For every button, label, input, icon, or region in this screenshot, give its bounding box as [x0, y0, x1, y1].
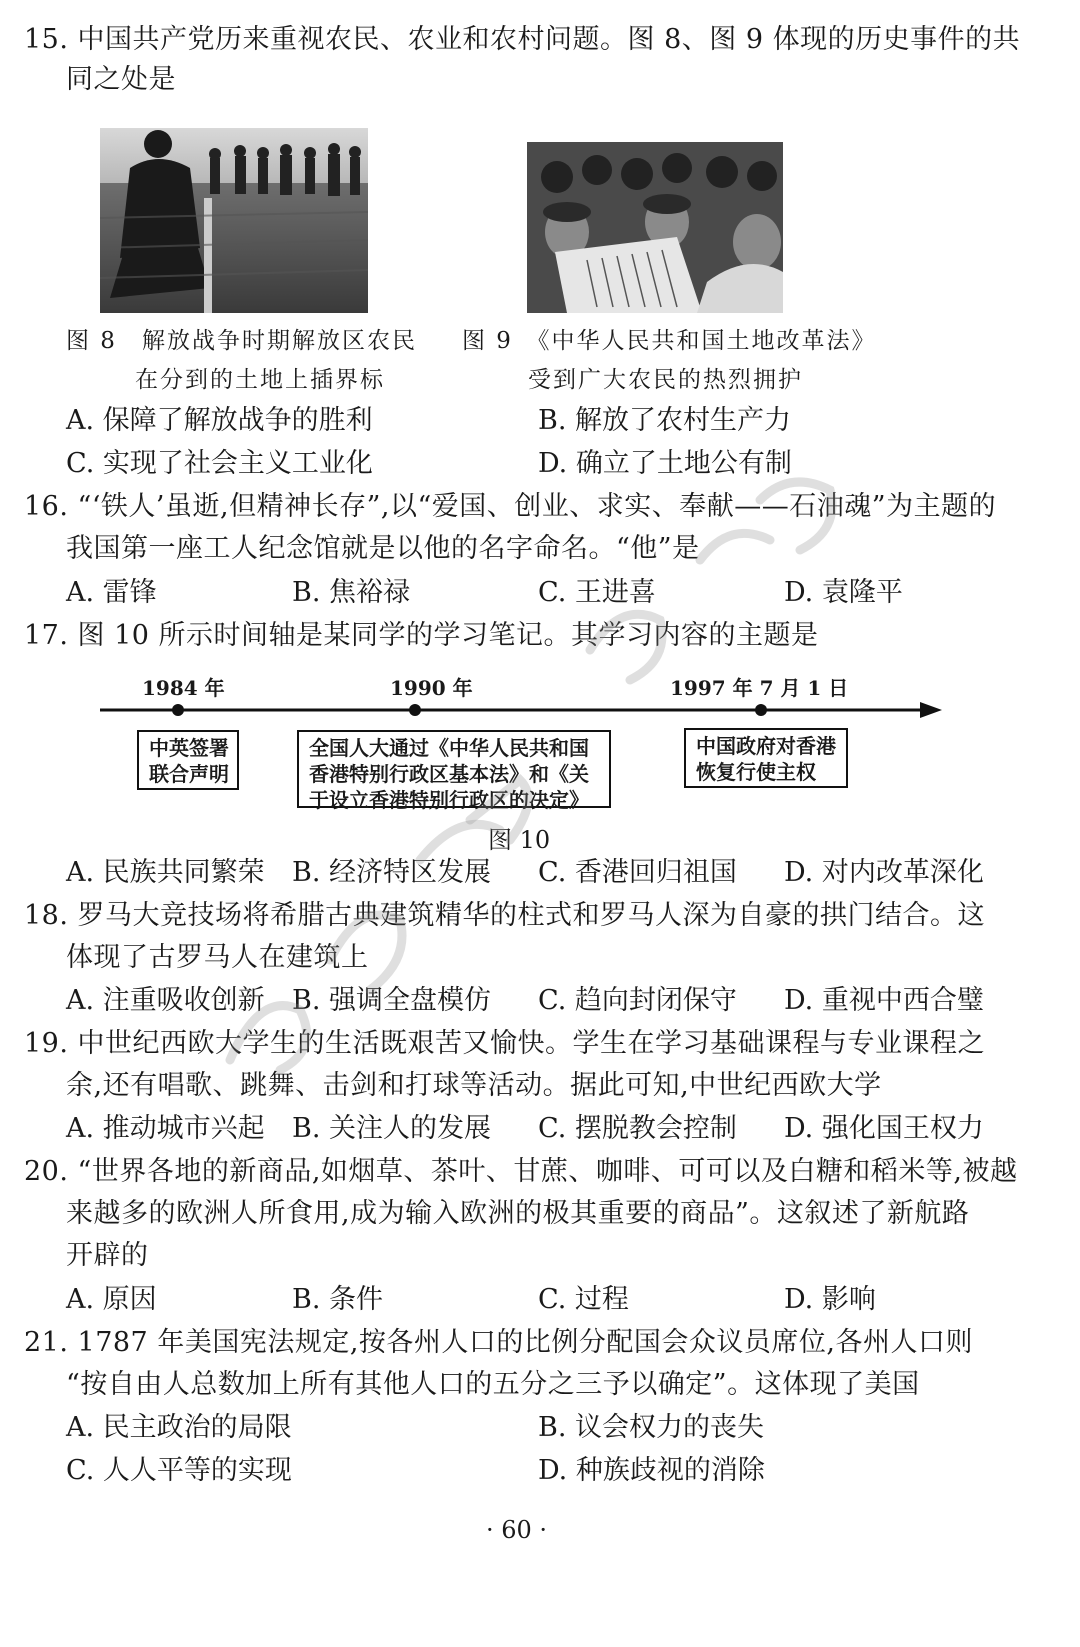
- q17-option-b: B. 经济特区发展: [292, 857, 492, 888]
- timeline-event-1990: [297, 730, 611, 812]
- fig8-caption-line1: 图 8 解放战争时期解放区农民: [66, 328, 417, 354]
- page-number: · 60 ·: [486, 1516, 548, 1544]
- q21-stem-line1: 21. 1787 年美国宪法规定,按各州人口的比例分配国会众议员席位,各州人口则: [24, 1327, 973, 1358]
- timeline-year-1990: 1990 年: [390, 676, 473, 700]
- q17-option-c: C. 香港回归祖国: [538, 857, 737, 888]
- q18-option-c: C. 趋向封闭保守: [538, 985, 737, 1016]
- q17-option-a: A. 民族共同繁荣: [66, 857, 265, 888]
- q20-option-a: A. 原因: [66, 1284, 157, 1315]
- fig9-caption-line2: 受到广大农民的热烈拥护: [528, 367, 803, 393]
- fig8-farmers-image: [100, 128, 368, 313]
- q21-option-b: B. 议会权力的丧失: [538, 1412, 765, 1443]
- q21-option-a: A. 民主政治的局限: [66, 1412, 292, 1443]
- q21-option-d: D. 种族歧视的消除: [538, 1455, 765, 1486]
- timeline-event-1990-line3: 于设立香港特别行政区的决定》: [309, 788, 589, 812]
- q18-stem-line2: 体现了古罗马人在建筑上: [66, 942, 369, 973]
- fig9-caption-line1: 图 9 《中华人民共和国土地改革法》: [462, 328, 877, 354]
- q16-option-c: C. 王进喜: [538, 577, 656, 608]
- q20-option-d: D. 影响: [784, 1284, 876, 1315]
- fig9-photo: [527, 142, 783, 313]
- timeline-event-1984-line1: 中英签署: [149, 736, 229, 760]
- q18-stem-line1: 18. 罗马大竞技场将希腊古典建筑精华的柱式和罗马人深为自豪的拱门结合。这: [24, 900, 986, 931]
- fig9-land-reform-law-image: [527, 142, 783, 313]
- timeline-event-1990-line1: 全国人大通过《中华人民共和国: [309, 736, 589, 760]
- timeline-axis: [98, 696, 944, 724]
- timeline-year-1997: 1997 年 7 月 1 日: [670, 676, 849, 700]
- fig8-caption-line2: 在分到的土地上插界标: [135, 367, 385, 393]
- q15-stem-line1: 15. 中国共产党历来重视农民、农业和农村问题。图 8、图 9 体现的历史事件的共: [24, 24, 1021, 55]
- fig10-title: 图 10: [488, 826, 551, 854]
- q16-stem-line2: 我国第一座工人纪念馆就是以他的名字命名。“他”是: [66, 533, 700, 564]
- q20-stem-line2: 来越多的欧洲人所食用,成为输入欧洲的极其重要的商品”。这叙述了新航路: [66, 1198, 970, 1229]
- q16-stem-line1: 16. “‘铁人’虽逝,但精神长存”,以“爱国、创业、求实、奉献——石油魂”为主题的: [24, 491, 997, 522]
- q19-option-b: B. 关注人的发展: [292, 1113, 492, 1144]
- q21-stem-line2: “按自由人总数加上所有其他人口的五分之三予以确定”。这体现了美国: [66, 1369, 920, 1400]
- fig8-photo: [100, 128, 368, 313]
- timeline-event-1997: [684, 728, 848, 788]
- q20-stem-line1: 20. “世界各地的新商品,如烟草、茶叶、甘蔗、咖啡、可可以及白糖和稻米等,被越: [24, 1156, 1018, 1187]
- q19-stem-line1: 19. 中世纪西欧大学生的生活既艰苦又愉快。学生在学习基础课程与专业课程之: [24, 1028, 986, 1059]
- q16-option-a: A. 雷锋: [66, 577, 157, 608]
- q21-option-c: C. 人人平等的实现: [66, 1455, 292, 1486]
- q20-stem-line3: 开辟的: [66, 1240, 149, 1271]
- q17-option-d: D. 对内改革深化: [784, 857, 984, 888]
- timeline-year-1984: 1984 年: [142, 676, 225, 700]
- q17-stem-line1: 17. 图 10 所示时间轴是某同学的学习笔记。其学习内容的主题是: [24, 620, 819, 651]
- q16-option-d: D. 袁隆平: [784, 577, 903, 608]
- q15-option-b: B. 解放了农村生产力: [538, 405, 792, 436]
- q15-option-d: D. 确立了土地公有制: [538, 448, 792, 479]
- timeline-event-1984: [137, 730, 239, 790]
- timeline-event-1990-line2: 香港特别行政区基本法》和《关: [309, 762, 589, 786]
- q15-option-c: C. 实现了社会主义工业化: [66, 448, 373, 479]
- timeline-event-1997-line1: 中国政府对香港: [696, 734, 836, 758]
- timeline-event-1997-line2: 恢复行使主权: [696, 760, 816, 784]
- q20-option-b: B. 条件: [292, 1284, 384, 1315]
- q19-stem-line2: 余,还有唱歌、跳舞、击剑和打球等活动。据此可知,中世纪西欧大学: [66, 1070, 882, 1101]
- q18-option-d: D. 重视中西合璧: [784, 985, 984, 1016]
- q16-option-b: B. 焦裕禄: [292, 577, 411, 608]
- q18-option-b: B. 强调全盘模仿: [292, 985, 492, 1016]
- q20-option-c: C. 过程: [538, 1284, 629, 1315]
- q19-option-a: A. 推动城市兴起: [66, 1113, 265, 1144]
- q15-stem-line2: 同之处是: [66, 64, 176, 95]
- q19-option-d: D. 强化国王权力: [784, 1113, 984, 1144]
- timeline-event-1984-line2: 联合声明: [149, 762, 229, 786]
- q19-option-c: C. 摆脱教会控制: [538, 1113, 737, 1144]
- q15-option-a: A. 保障了解放战争的胜利: [66, 405, 373, 436]
- q18-option-a: A. 注重吸收创新: [66, 985, 265, 1016]
